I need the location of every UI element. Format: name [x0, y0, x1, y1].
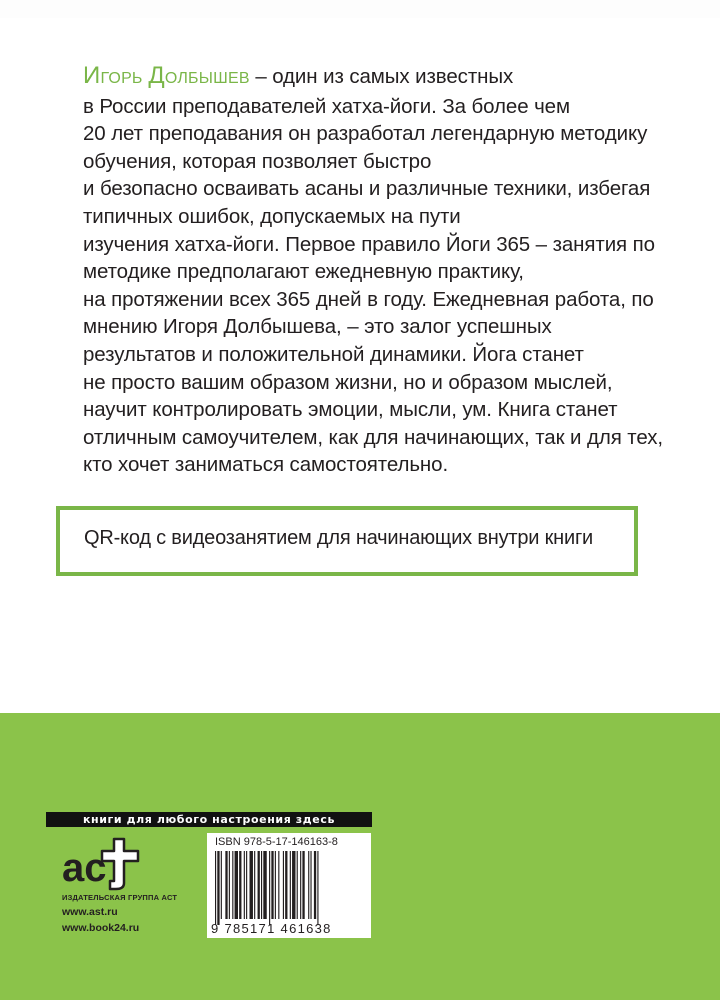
publisher-name: ИЗДАТЕЛЬСКАЯ ГРУППА АСТ [62, 893, 178, 902]
description-line-12: не просто вашим образом жизни, но и образом мыслей, [83, 370, 613, 394]
description-line-7: изучения хатха-йоги. Первое правило Йоги 365 – занятия по [83, 232, 655, 256]
description-line-4: обучения, которая позволяет быстро [83, 149, 432, 173]
barcode-bar [310, 851, 311, 919]
ast-logo-icon [56, 833, 146, 893]
description-line-15: кто хочет заниматься самостоятельно. [83, 453, 449, 477]
description-line-13: научит контролировать эмоции, мысли, ум. Книга станет [83, 398, 618, 422]
barcode-bar [269, 851, 270, 925]
barcode-bar [283, 851, 284, 919]
description-line-9: на протяжении всех 365 дней в году. Ежедневная работа, по [83, 287, 654, 311]
barcode-bar [308, 851, 309, 919]
description-line-1: ИГОРЬ ДОЛБЫШЕВ – один из самых известных [83, 62, 514, 89]
barcode-bar [250, 851, 253, 919]
barcode-bar [292, 851, 295, 919]
description-line-8: методике предполагают ежедневную практику, [83, 260, 524, 284]
barcode-bar [229, 851, 230, 919]
description-line-10: мнению Игоря Долбышева, – это залог успешных [83, 315, 552, 339]
barcode-bar [263, 851, 266, 919]
ean-digits: 9 785171 461638 [211, 921, 332, 936]
barcode-bar [225, 851, 227, 919]
barcode-bar [258, 851, 260, 919]
description-line-14: отличным самоучителем, как для начинающих, так и для тех, [83, 425, 663, 449]
barcode-bar [221, 851, 222, 919]
barcode-bar [232, 851, 233, 919]
website-book24: www.book24.ru [62, 922, 140, 934]
barcode-bar [314, 851, 316, 919]
barcode-bar [235, 851, 238, 919]
barcode-bar [275, 851, 276, 919]
barcode-bar [217, 851, 219, 925]
barcode-bar [271, 851, 273, 919]
barcode-bars [215, 851, 365, 925]
barcode-bar [317, 851, 318, 925]
barcode-bar [297, 851, 298, 919]
qr-callout-box [56, 506, 638, 576]
description-line-5: и безопасно осваивать асаны и различные техники, избегая [83, 177, 651, 201]
description-line-11: результатов и положительной динамики. Йога станет [83, 342, 584, 366]
barcode-bar [300, 851, 301, 919]
isbn-text: ISBN 978-5-17-146163-8 [215, 836, 338, 848]
description-line-6: типичных ошибок, допускаемых на пути [83, 204, 461, 228]
description-line-2: в России преподавателей хатха-йоги. За более чем [83, 94, 570, 118]
logo-text: ac [62, 846, 107, 890]
barcode-bar [278, 851, 279, 919]
barcode-bar [215, 851, 216, 925]
barcode-bar [239, 851, 241, 919]
author-name: ИГОРЬ ДОЛБЫШЕВ [83, 62, 250, 89]
barcode-bar [261, 851, 262, 919]
barcode-bar [302, 851, 304, 919]
barcode-bar [285, 851, 287, 919]
description-line-3: 20 лет преподавания он разработал легендарную методику [83, 122, 648, 146]
top-edge [0, 0, 720, 18]
book-description [83, 62, 683, 479]
barcode-bar [246, 851, 247, 919]
barcode-block [207, 833, 371, 938]
barcode-bar [254, 851, 255, 919]
slogan-strip: книги для любого настроения здесь [46, 812, 372, 827]
qr-callout-text: QR-код с видеозанятием для начинающих внутри книги [84, 527, 594, 549]
barcode-bar [244, 851, 245, 919]
barcode-bar [290, 851, 291, 919]
website-ast: www.ast.ru [62, 906, 118, 918]
